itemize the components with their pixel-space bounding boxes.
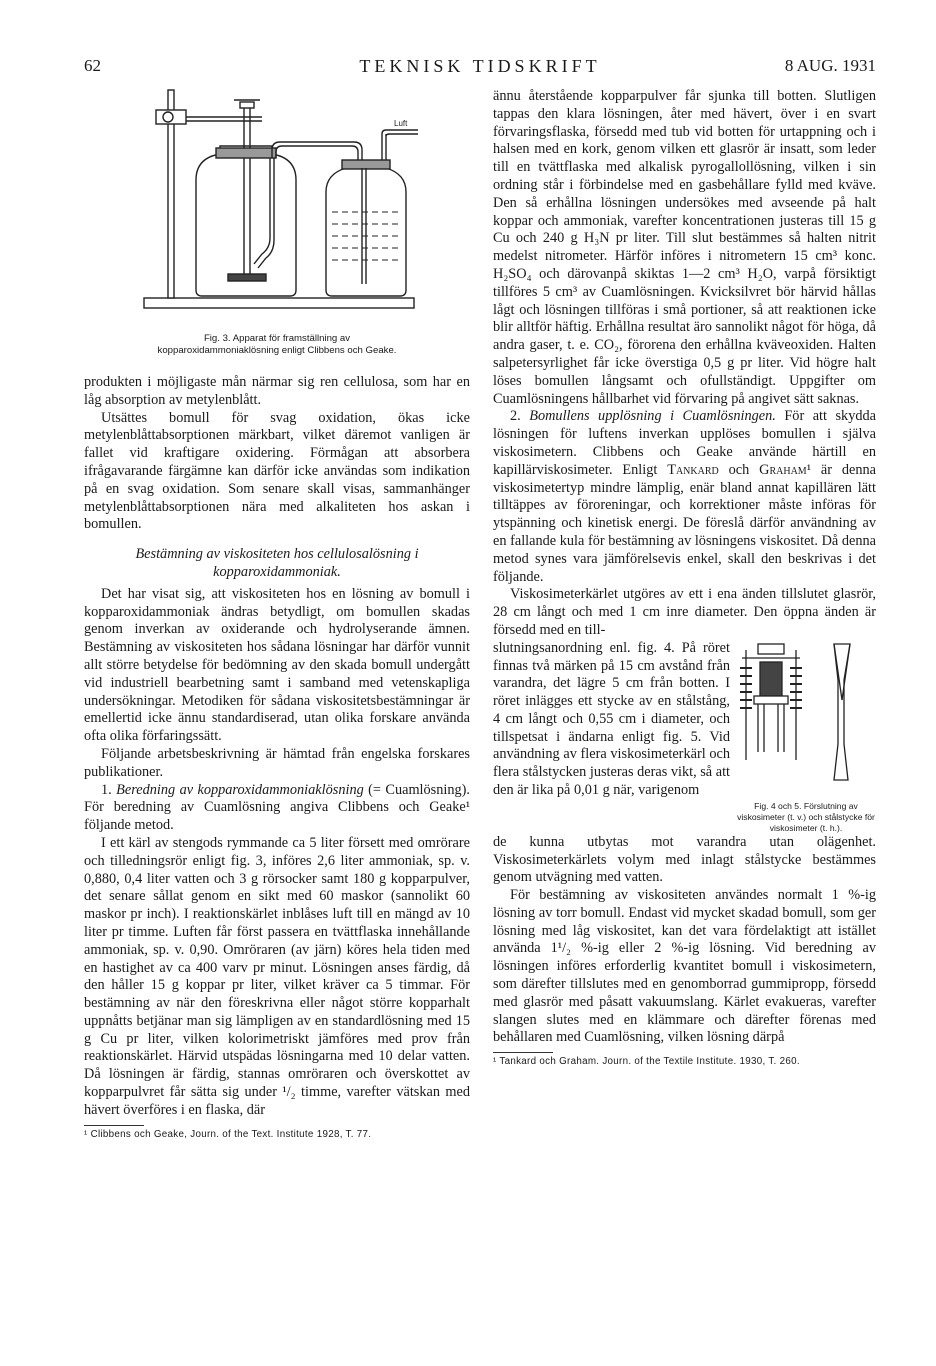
author-name: Tankard: [667, 461, 719, 478]
item-number: 1.: [101, 781, 112, 798]
paragraph: de kunna utbytas mot varandra utan olägenhet. Viskosimeterkärlets volym med inlagt stålstycke bestämmes genom utvägning med vatten.: [493, 833, 876, 886]
paragraph: Viskosimeterkärlet utgöres av ett i ena änden tillslutet glasrör, 28 cm långt och med 1 cm inre diameter. Den öppna änden är försedd med en till-: [493, 586, 876, 638]
footnote-rule: [493, 1052, 553, 1053]
paragraph: [493, 408, 876, 586]
issue-date: 8 AUG. 1931: [784, 56, 876, 75]
paragraph: För bestämning av viskositeten användes normalt 1 %-ig lösning av torr bomull. Endast vid mycket skadad bomull, som ger lösning med låg viskositet, kan det vara fördelaktigt att istället använda 1¹/₂ %-ig eller 2 %-ig lösning. Vid beredning av lösningen införes erforderlig kvantitet bomull i viskosimetern, som därefter tillslutes med en genomborrad gummipropp, försedd med glasrör med påsatt vakuumslang. Kärlet evakueras, varefter slangen slutes med en klämmare och därefter förenas med behållaren med Cuamlösning, vilken lösning därpå: [493, 887, 876, 1046]
apparatus-illustration: [84, 88, 470, 328]
figure-4-5-caption: Fig. 4 och 5. Förslutning av viskosimeter (t. v.) och stålstycke för viskosimeter (t. h.).: [737, 800, 875, 833]
conjunction: och: [728, 461, 750, 478]
item-text: (= Cuamlösning). För beredning av Cuamlösning angiva Clibbens och Geake¹ följande metod.: [84, 781, 470, 834]
footnote: ¹ Clibbens och Geake, Journ. of the Text. Institute 1928, T. 77.: [84, 1128, 372, 1140]
item-text: ¹ är denna viskosimetertyp mindre lämplig, enär bland annat kapillären lätt tilltäppes av föroreningar, och korrektioner måste införas för ytspänning och kinetisk energi. De föreslå därför användning av en fallande kula för bestämning av lösningens viskositet. Då denna metod synes vara jämförelsevis enkel, skall den beskrivas i det följande.: [493, 461, 876, 585]
air-label: Luft: [394, 119, 408, 128]
left-column: [84, 88, 470, 1141]
paragraph: Det har visat sig, att viskositeten hos en lösning av bomull i kopparoxidammoniak ändras betydligt, om bomullen skadas genom inverkan av oxiderande och hydrolyserande ämnen. Bestämning av viskositeten hos sådana lösningar har därför vunnit allt större betydelse för bedömning av den skada bomull undergått vid industriell bearbetning samt i samband med vetenskapliga undersökningar. Metodiken för sådana viskositetsbestämningar är emellertid icke ännu standardiserad, utan olika forskare använda ofta olika förfaringssätt.: [84, 585, 470, 745]
footnote-rule: [84, 1125, 144, 1126]
right-column: [493, 88, 876, 1068]
item-number: 2.: [510, 408, 521, 425]
page-header: [84, 56, 876, 82]
paragraph: ännu återstående kopparpulver får sjunka till botten. Slutligen tappas den klara lösningen, åter med hävert, över i en svart förvaringsflaska, försedd med tub vid botten för urtappning och i halsen med en kork, genom vilken ett glasrör är insatt, som leder till en tvättflaska med alkalisk pyrogallollösning, vilken i sin ordning står i förbindelse med en gasbehållare fylld med kväve. Den så erhållna lösningen undersökes med avseende på halt koppar och ammoniak, varefter koncentrationen justeras till 15 g Cu och 240 g H₃N pr liter. Till slut bestämmes så halten nitrit medelst nitrometer. Härför införes i nitrometern 15 cm³ konc. H₂SO₄ och därovanpå skiktas 1—2 cm³ H₂O, varpå försiktigt tillföres 5 cm³ av Cuamlösningen. Kvicksilvret bör härvid hållas lågt och lösningen tillföras i små portioner, så att reaktionen icke blir alltför häftig. Erhållna resultat äro sannolikt något för höga, då andra gaser, t. e. CO₂, förorena den erhållna kväveoxiden. Halten salpetersyrlighet får icke överstiga 0,5 g pr liter. Vid högre halt löses bomullen långsamt och ofullständigt. Uppgifter om Cuamlösningens hållbarhet vid förvaring på angivet sätt saknas.: [493, 88, 876, 407]
item-title: Beredning av kopparoxidammoniaklösning: [116, 781, 364, 798]
journal-title: TEKNISK TIDSKRIFT: [359, 56, 601, 76]
figure-3: [84, 88, 470, 374]
figure-3-caption: Fig. 3. Apparat för framställning av kopparoxidammoniaklösning enligt Clibbens och Geake.: [157, 333, 397, 356]
viscosimeter-illustration: [736, 640, 876, 790]
footnote: ¹ Tankard och Graham. Journ. of the Textile Institute. 1930, T. 260.: [493, 1056, 800, 1068]
author-name: Graham: [759, 461, 807, 478]
paragraph: I ett kärl av stengods rymmande ca 5 liter försett med omrörare och tilledningsrör enligt fig. 3, införes 2,6 liter ammoniak, sp. v. 0,880, 0,4 liter vatten och 3 g rörsocker samt 180 g kopparpulver, det senare sållat genom en sikt med 60 maskor (sannolikt 60 maskor pr inch). I reaktionskärlet inblåses luft till en mängd av 10 liter pr timme. Luften får först passera en tvättflaska innehållande ammoniak, sp. v. 0,90. Omröraren (av järn) köres hela tiden med en hastighet av ca 400 varv pr minut. Lösningen anses färdig, då den håller 15 g koppar pr liter, vilket kräver ca 5 timmar. För bestämning av när den föreskrivna eller något större kopparhalt uppnåtts betjänar man sig lämpligen av en standardlösning med 15 g Cu pr liter, vilken kolorimetriskt jämföres med prov från reaktionskärlet. Härvid utspädas lösningarna med 10 delar vatten. Då lösningen är färdig, stannas omröraren och överskottet av kopparpulvret får sätta sig under ¹/₂ timme, varefter vätskan med hävert överföres i en flaska, där: [84, 834, 470, 1118]
paragraph: slutningsanordning enl. fig. 4. På röret finnas två märken på 15 cm avstånd från varandra, det lägre 5 cm från botten. I röret inlägges ett stycke av en stålstång, 4 cm långt och 0,55 cm i diameter, och tillspetsat i ändarna enligt fig. 5. Vid användning av flera viskosimeterkärl och flera stålstycken justeras deras vikt, så att den är lika på 0,01 g när, varigenom: [493, 639, 731, 799]
item-title: Bomullens upplösning i Cuamlösningen.: [529, 408, 776, 425]
page-number: 62: [84, 56, 101, 75]
paragraph: Följande arbetsbeskrivning är hämtad från engelska forskares publikationer.: [84, 745, 470, 780]
text-with-figure: [493, 640, 876, 834]
section-heading: Bestämning av viskositeten hos cellulosalösning i kopparoxidammoniak.: [135, 546, 419, 580]
figure-4-5: [736, 640, 876, 834]
paragraph: [84, 782, 470, 835]
paragraph: Utsättes bomull för svag oxidation, ökas icke metylenblåttabsorptionen märkbart, vilket däremot vanligen är fallet vid kraftigare oxidering. Förmågan att absorbera ifrågavarande färgämne kan därför icke användas som indikation på en svag oxidation. Som senare skall visas, sammanhänger metylenblåttabsorptionen nära med alkaliteten hos askan i bomullen.: [84, 409, 470, 533]
item-text: För att skydda lösningen för luftens inverkan upplöses bomullen i själva viskosimetern. Clibbens och Geake använde härtill en kapillärviskosimeter. Enligt: [493, 408, 876, 478]
paragraph: produkten i möjligaste mån närmar sig ren cellulosa, som har en låg absorption av metylenblått.: [84, 374, 470, 408]
